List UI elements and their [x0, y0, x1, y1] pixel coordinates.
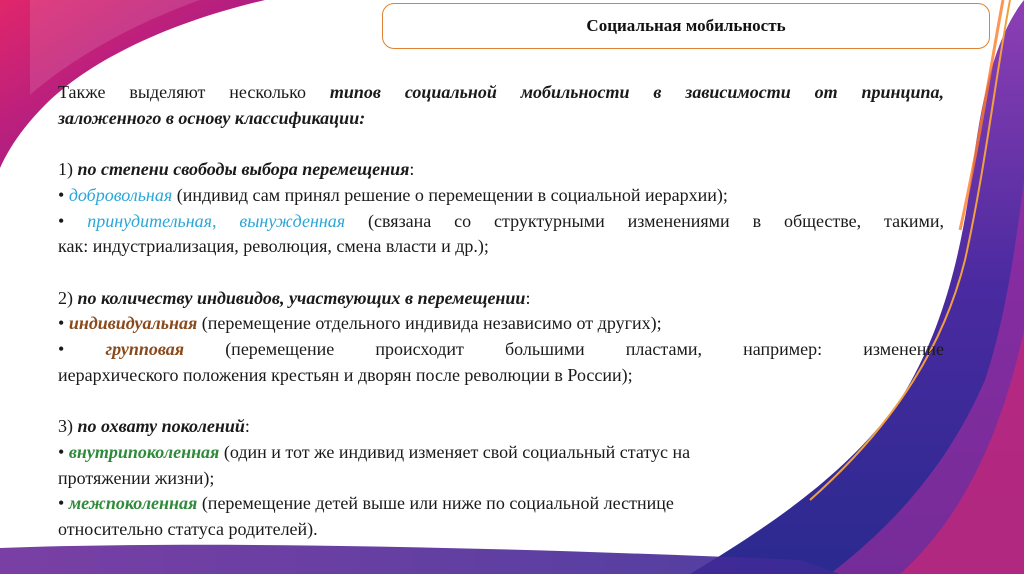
term-forced: принудительная, вынужденная: [87, 210, 346, 231]
intro-lead: Также выделяют несколько: [58, 82, 306, 102]
section-1-title: по степени свободы выбора перемещения: [77, 159, 410, 180]
intro-emphasis: типов социальной мобильности в зависимости от принципа,: [329, 82, 945, 102]
section-1-colon: :: [409, 159, 415, 180]
list-item-continuation: [58, 517, 944, 543]
bullet-marker: •: [58, 210, 65, 231]
bullet-marker: •: [58, 493, 65, 514]
item-text: протяжении жизни);: [58, 467, 215, 488]
list-item-continuation: [58, 466, 944, 492]
term-voluntary: добровольная: [68, 184, 173, 205]
item-text: (перемещение детей выше или ниже по социальной лестнице: [197, 493, 674, 514]
list-item: [58, 209, 944, 235]
list-item: [58, 311, 944, 337]
bullet-marker: •: [58, 339, 65, 359]
bullet-marker: •: [58, 184, 65, 205]
intro-emphasis-2: заложенного в основу классификации:: [58, 107, 366, 128]
item-text: (перемещение отдельного индивида независимо от других);: [197, 313, 662, 334]
section-3-title: по охвату поколений: [77, 416, 245, 437]
item-text: как: индустриализация, революция, смена власти и др.);: [58, 236, 489, 257]
intro-line-2: [58, 106, 944, 132]
bullet-marker: •: [58, 441, 65, 462]
item-text: иерархического положения крестьян и дворян после революции в России);: [58, 364, 633, 385]
section-2-heading: [58, 286, 944, 312]
section-3-number: 3): [58, 416, 73, 437]
list-item: [58, 183, 944, 209]
term-intragenerational: внутрипоколенная: [68, 441, 220, 462]
item-text: (индивид сам принял решение о перемещении в социальной иерархии);: [172, 184, 728, 205]
term-intergenerational: межпоколенная: [68, 493, 198, 514]
bullet-marker: •: [58, 313, 65, 334]
section-2-colon: :: [525, 287, 531, 308]
slide-body: [58, 80, 944, 543]
list-item-continuation: [58, 363, 944, 389]
section-2-title: по количеству индивидов, участвующих в перемещении: [77, 287, 526, 308]
item-text: (связана со структурными изменениями в обществе, такими,: [345, 210, 944, 231]
intro-line-1: [58, 80, 944, 106]
list-item: [58, 337, 944, 363]
section-2-number: 2): [58, 287, 73, 308]
section-1-number: 1): [58, 159, 73, 180]
section-3-colon: :: [244, 416, 250, 437]
list-item: [58, 440, 944, 466]
list-item: [58, 491, 944, 517]
list-item-continuation: [58, 234, 944, 260]
item-text: (один и тот же индивид изменяет свой социальный статус на: [219, 441, 691, 462]
slide-title-box: [382, 3, 990, 49]
section-1-heading: [58, 157, 944, 183]
section-3-heading: [58, 414, 944, 440]
slide-title: Социальная мобильность: [586, 16, 786, 35]
term-group: групповая: [105, 339, 185, 359]
term-individual: индивидуальная: [68, 313, 198, 334]
item-text: относительно статуса родителей).: [58, 518, 318, 539]
item-text: (перемещение происходит большими пластами, например: изменение: [184, 339, 944, 359]
